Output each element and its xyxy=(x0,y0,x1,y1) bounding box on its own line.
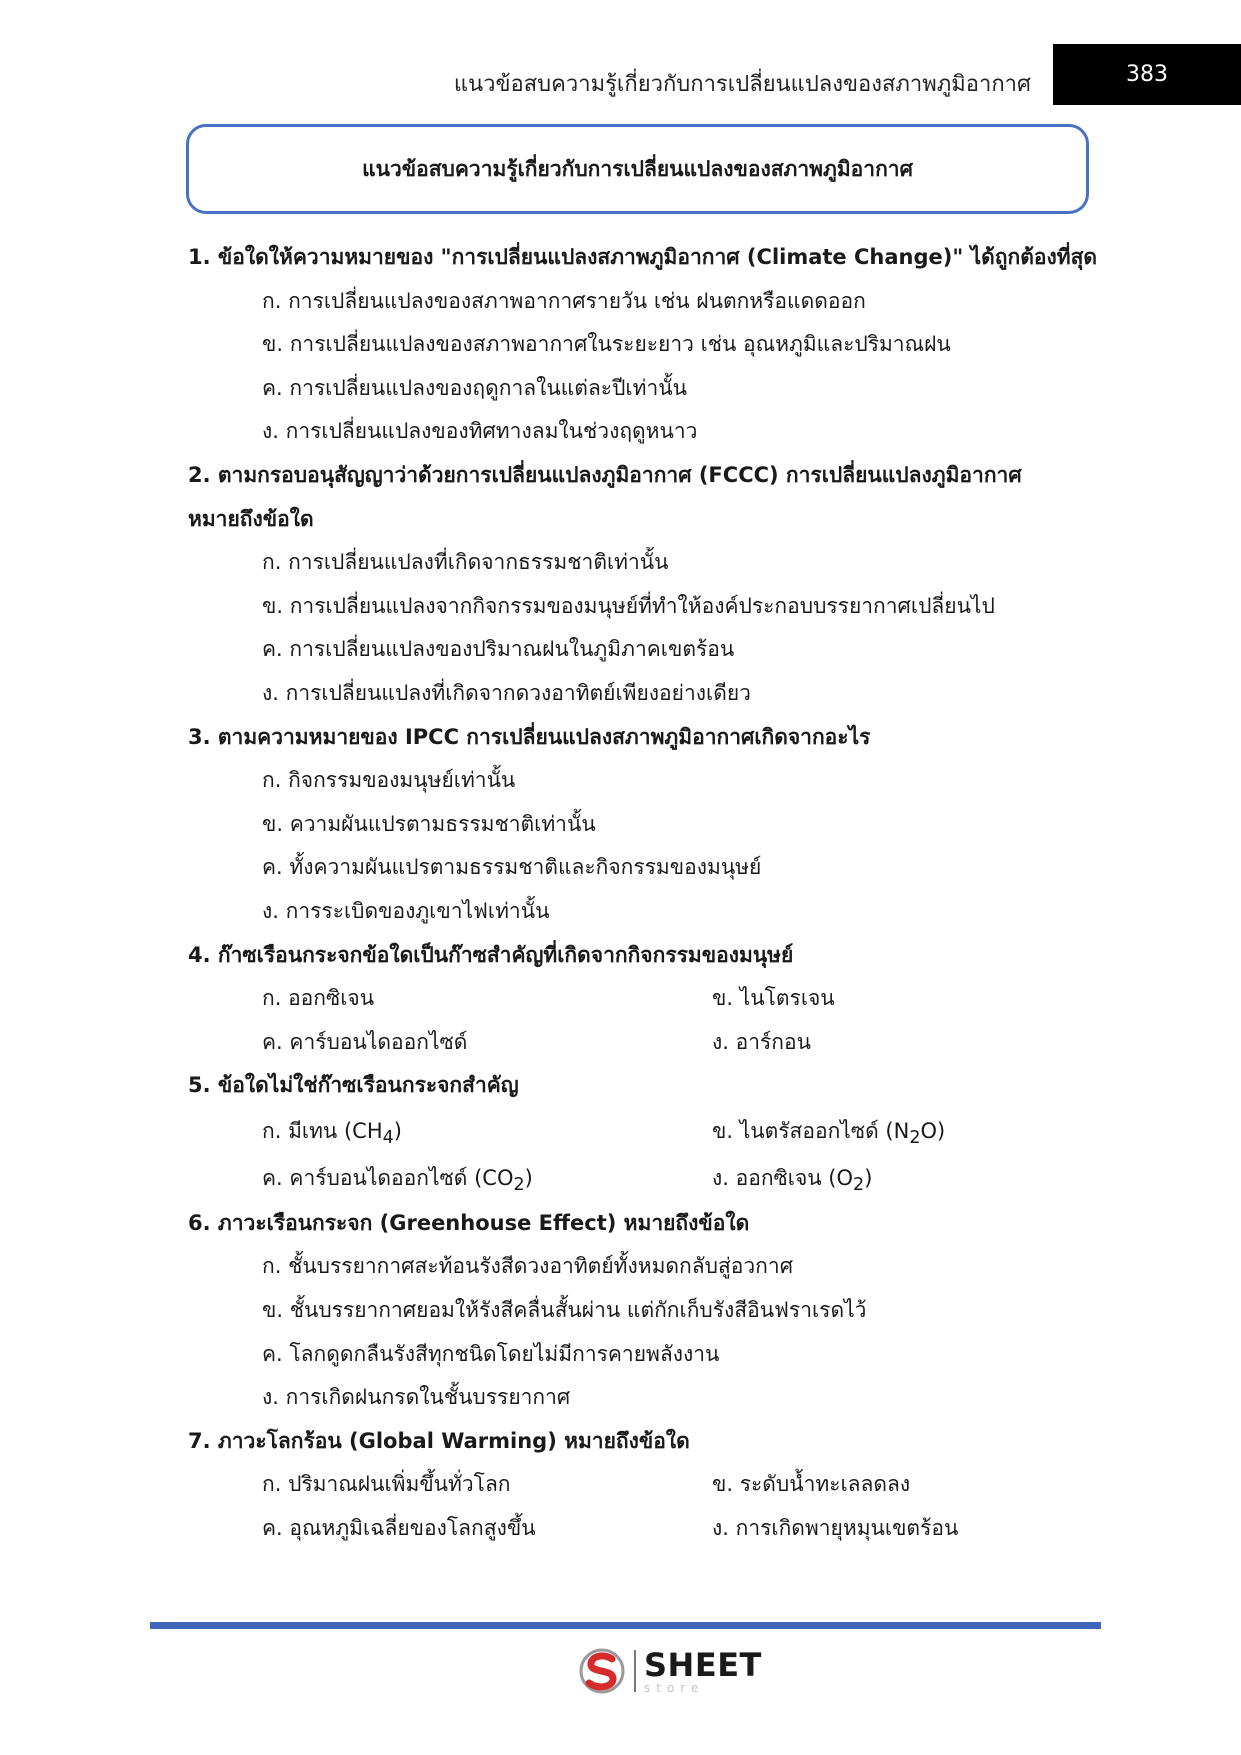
question-6-option-c: ค. โลกดูดกลืนรังสีทุกชนิดโดยไม่มีการคายพลังงาน xyxy=(262,1341,720,1366)
question-7-option-b: ข. ระดับน้ำทะเลลดลง xyxy=(712,1472,911,1497)
logo-divider xyxy=(634,1650,636,1692)
running-header: แนวข้อสบความรู้เกี่ยวกับการเปลี่ยนแปลงของสภาพภูมิอากาศ xyxy=(453,72,1031,97)
question-5-option-c-text: ค. คาร์บอนไดออกไซด์ (CO xyxy=(262,1165,514,1190)
question-5-option-a xyxy=(262,1108,712,1155)
question-4-option-d: ง. อาร์กอน xyxy=(712,1029,811,1054)
question-4-options-row-2 xyxy=(188,1021,1098,1065)
question-5-option-c-subscript: 2 xyxy=(513,1175,525,1196)
question-5-option-b-subscript: 2 xyxy=(909,1128,921,1149)
question-3-option-a: ก. กิจกรรมของมนุษย์เท่านั้น xyxy=(262,768,516,793)
question-5-option-a-subscript: 4 xyxy=(382,1128,394,1149)
question-2-line-2: หมายถึงข้อใด xyxy=(188,506,314,531)
question-5-option-a-text: ก. มีเทน (CH xyxy=(262,1118,383,1143)
question-5-option-a-close: ) xyxy=(393,1118,402,1143)
logo-text xyxy=(644,1645,762,1695)
question-5: 5. ข้อใดไม่ใช่ก๊าซเรือนกระจกสำคัญ xyxy=(188,1073,519,1098)
question-5-option-d-text: ง. ออกซิเจน (O xyxy=(712,1165,854,1190)
question-5-option-b-text: ข. ไนตรัสออกไซด์ (N xyxy=(712,1118,910,1143)
question-5-option-b-close: O) xyxy=(920,1118,946,1143)
question-2-line-1: 2. ตามกรอบอนุสัญญาว่าด้วยการเปลี่ยนแปลงภูมิอากาศ (FCCC) การเปลี่ยนแปลงภูมิอากาศ xyxy=(188,462,1022,487)
question-7-option-c: ค. อุณหภูมิเฉลี่ยของโลกสูงขึ้น xyxy=(262,1516,536,1541)
question-7-option-a: ก. ปริมาณฝนเพิ่มขึ้นทั่วโลก xyxy=(262,1472,511,1497)
question-5-option-d-close: ) xyxy=(864,1165,873,1190)
question-5-option-c-close: ) xyxy=(524,1165,533,1190)
question-5-option-c xyxy=(262,1155,712,1202)
question-1-option-c: ค. การเปลี่ยนแปลงของฤดูกาลในแต่ละปีเท่านั้น xyxy=(262,375,687,400)
question-1-option-a: ก. การเปลี่ยนแปลงของสภาพอากาศรายวัน เช่น ฝนตกหรือแดดออก xyxy=(262,288,866,313)
question-1: 1. ข้อใดให้ความหมายของ "การเปลี่ยนแปลงสภาพภูมิอากาศ (Climate Change)" ได้ถูกต้องที่สุด xyxy=(188,245,1098,269)
question-6-option-a: ก. ชั้นบรรยากาศสะท้อนรังสีดวงอาทิตย์ทั้งหมดกลับสู่อวกาศ xyxy=(262,1254,794,1279)
page-number-box xyxy=(1053,44,1241,105)
question-5-option-d-subscript: 2 xyxy=(853,1175,865,1196)
footer-logo xyxy=(576,1646,762,1696)
question-7: 7. ภาวะโลกร้อน (Global Warming) หมายถึงข้อใด xyxy=(188,1428,690,1453)
question-3-option-d: ง. การระเบิดของภูเขาไฟเท่านั้น xyxy=(262,898,550,923)
question-2-option-c: ค. การเปลี่ยนแปลงของปริมาณฝนในภูมิภาคเขตร้อน xyxy=(262,637,735,662)
question-4: 4. ก๊าซเรือนกระจกข้อใดเป็นก๊าซสำคัญที่เกิดจากกิจกรรมของมนุษย์ xyxy=(188,942,794,967)
question-5-options-row-2 xyxy=(188,1155,1098,1202)
question-5-option-d xyxy=(712,1155,872,1202)
footer-rule xyxy=(150,1622,1101,1629)
question-6-option-d: ง. การเกิดฝนกรดในชั้นบรรยากาศ xyxy=(262,1385,571,1410)
question-2-option-d: ง. การเปลี่ยนแปลงที่เกิดจากดวงอาทิตย์เพียงอย่างเดียว xyxy=(262,680,751,705)
question-list xyxy=(188,236,1098,1551)
page-title: แนวข้อสบความรู้เกี่ยวกับการเปลี่ยนแปลงของสภาพภูมิอากาศ xyxy=(362,156,913,181)
page-number: 383 xyxy=(1126,62,1168,87)
title-box xyxy=(186,124,1089,214)
question-5-options-row-1 xyxy=(188,1108,1098,1155)
question-7-options-row-1 xyxy=(188,1463,1098,1507)
question-3-option-c: ค. ทั้งความผันแปรตามธรรมชาติและกิจกรรมของมนุษย์ xyxy=(262,855,762,880)
question-3-option-b: ข. ความผันแปรตามธรรมชาติเท่านั้น xyxy=(262,811,596,836)
question-4-option-c: ค. คาร์บอนไดออกไซด์ xyxy=(262,1029,468,1054)
question-7-option-d: ง. การเกิดพายุหมุนเขตร้อน xyxy=(712,1516,959,1541)
question-3: 3. ตามความหมายของ IPCC การเปลี่ยนแปลงสภาพภูมิอากาศเกิดจากอะไร xyxy=(188,724,871,749)
question-1-option-d: ง. การเปลี่ยนแปลงของทิศทางลมในช่วงฤดูหนาว xyxy=(262,419,698,444)
logo-word: SHEET xyxy=(644,1645,762,1684)
question-4-option-b: ข. ไนโตรเจน xyxy=(712,986,835,1011)
question-6-option-b: ข. ชั้นบรรยากาศยอมให้รังสีคลื่นสั้นผ่าน แต่กักเก็บรังสีอินฟราเรดไว้ xyxy=(262,1298,867,1323)
question-2-option-a: ก. การเปลี่ยนแปลงที่เกิดจากธรรมชาติเท่านั้น xyxy=(262,550,669,575)
question-7-options-row-2 xyxy=(188,1507,1098,1551)
question-6: 6. ภาวะเรือนกระจก (Greenhouse Effect) หมายถึงข้อใด xyxy=(188,1210,750,1235)
logo-sub: store xyxy=(644,1680,705,1695)
question-5-option-b xyxy=(712,1108,945,1155)
question-4-options-row-1 xyxy=(188,977,1098,1021)
sheet-store-logo-icon xyxy=(576,1646,628,1696)
question-1-option-b: ข. การเปลี่ยนแปลงของสภาพอากาศในระยะยาว เช่น อุณหภูมิและปริมาณฝน xyxy=(262,332,951,357)
question-2-option-b: ข. การเปลี่ยนแปลงจากกิจกรรมของมนุษย์ที่ทำให้องค์ประกอบบรรยากาศเปลี่ยนไป xyxy=(262,593,995,618)
question-4-option-a: ก. ออกซิเจน xyxy=(262,986,375,1011)
